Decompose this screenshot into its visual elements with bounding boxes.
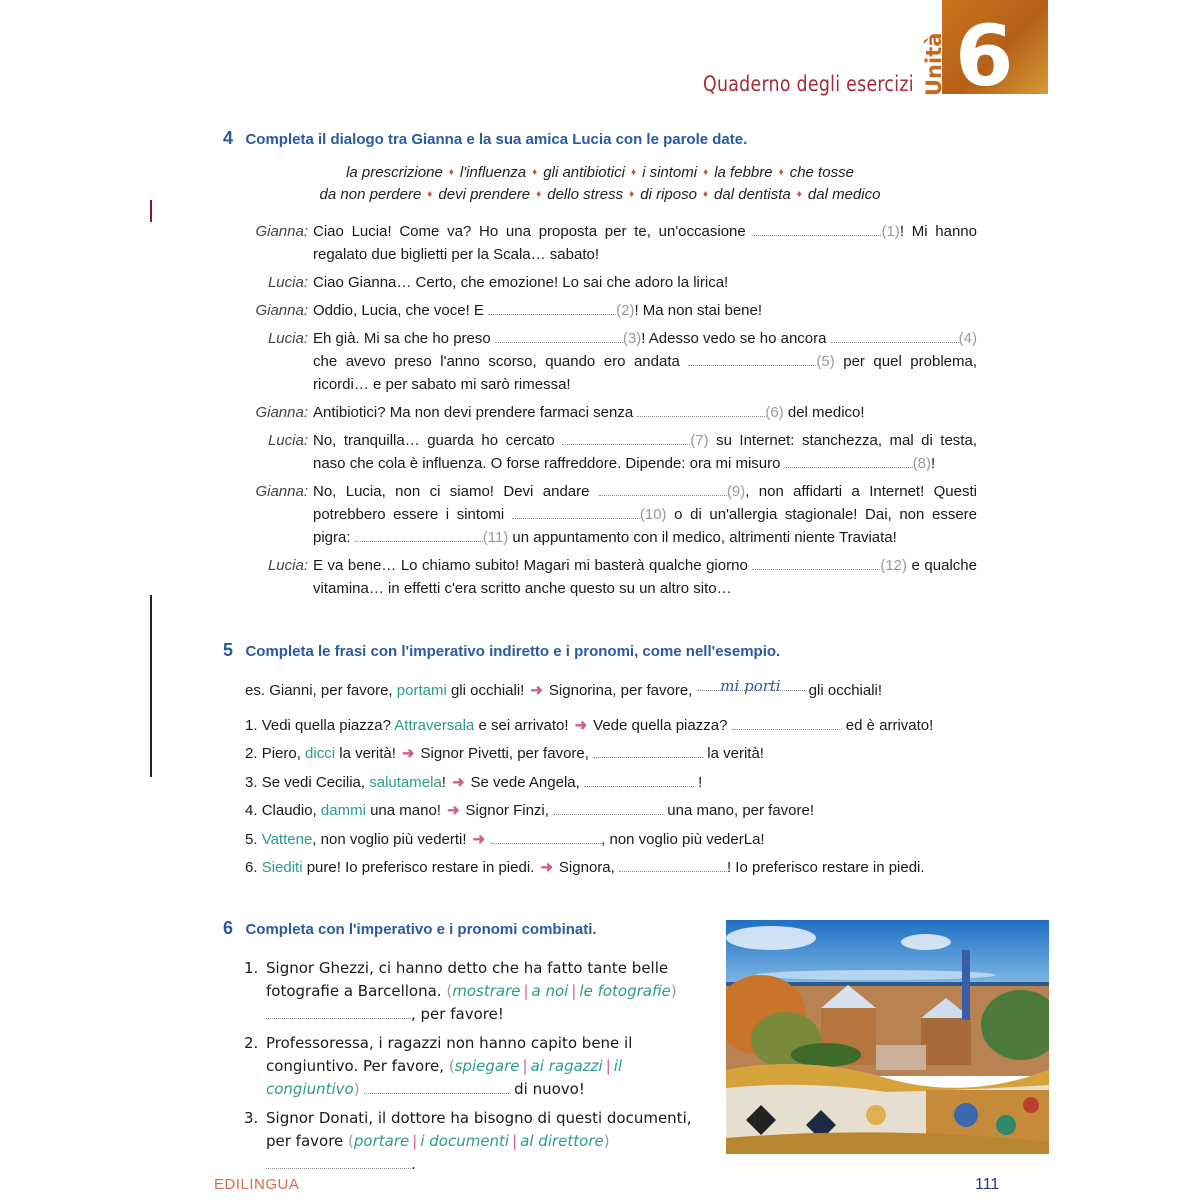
hint-word: a noi [531, 982, 569, 1000]
answer-blank[interactable] [785, 455, 913, 468]
imperative-verb: Vattene [261, 830, 313, 848]
answer-blank[interactable] [512, 506, 640, 519]
answer-blank[interactable] [266, 1006, 411, 1019]
imperative-verb: salutamela [369, 773, 442, 791]
paren: ) [603, 1132, 610, 1150]
answer-blank[interactable] [355, 529, 483, 542]
exercise-number: 6 [223, 918, 234, 938]
exercise-item: 5. Vattene, non voglio più vederti! ➜ , non voglio più vederLa! [245, 830, 765, 848]
item-number: 1. [245, 716, 262, 734]
word-bank-item: la prescrizione [346, 164, 443, 181]
separator-bar: | [522, 1057, 528, 1075]
paren: ) [353, 1080, 360, 1098]
item-text: Professoressa, i ragazzi non hanno capito bene il congiuntivo. Per favore, (spiegare | ai ragazzi | il congiuntivo) di nuovo! [266, 1034, 633, 1098]
word-bank-item: dello stress [547, 186, 624, 203]
answer-blank[interactable] [553, 802, 663, 815]
answer-blank[interactable] [266, 1156, 411, 1169]
separator-bar: | [512, 1132, 518, 1150]
imperative-verb: dammi [320, 802, 366, 819]
paren: ( [348, 1132, 354, 1150]
unit-number: 6 [955, 7, 1014, 105]
margin-mark [150, 200, 152, 222]
exercise-item [244, 1107, 704, 1176]
word-bank-item: dal medico [807, 186, 881, 203]
item-number: 6. [245, 859, 262, 876]
dialogue-line [240, 554, 977, 600]
example-label: es. [245, 682, 270, 699]
separator-bar: | [571, 982, 577, 1000]
answer-blank[interactable] [732, 717, 842, 730]
blank-number: (10) [639, 506, 667, 523]
separator-bar: | [605, 1057, 611, 1075]
item-number: 5. [245, 830, 262, 848]
item-text: Signor Donati, il dottore ha bisogno di questi documenti, per favore (portare | i documenti | al direttore) . [266, 1109, 692, 1173]
hint-word: i documenti [420, 1132, 510, 1150]
blank-number: (1) [881, 223, 900, 240]
answer-blank[interactable] [593, 745, 703, 758]
separator-bar: | [412, 1132, 418, 1150]
exercise-item [244, 1032, 704, 1101]
speaker-name: Gianna: [255, 483, 308, 500]
page-number: 111 [975, 1176, 1000, 1193]
hint-word: le fotografie [579, 982, 671, 1000]
speaker-name: Gianna: [255, 404, 308, 421]
unit-label: Unità [922, 32, 946, 96]
diamond-separator-icon: ♦ [448, 167, 454, 178]
hint-word: mostrare [452, 982, 521, 1000]
answer-blank[interactable] [688, 353, 816, 366]
answer-blank[interactable] [495, 330, 623, 343]
answer-blank[interactable] [637, 404, 765, 417]
exercise-item [244, 957, 704, 1026]
answer-blank[interactable] [562, 432, 690, 445]
dialogue-text: Oddio, Lucia, che voce! E (2)! Ma non stai bene! [313, 302, 763, 319]
exercise-item: 1. Vedi quella piazza? Attraversala e sei arrivato! ➜ Vede quella piazza? ed è arrivato! [245, 716, 934, 734]
word-bank-item: la febbre [714, 164, 773, 181]
word-bank-item: devi prendere [438, 186, 531, 203]
paren: ) [670, 982, 677, 1000]
hint-word: ai ragazzi [530, 1057, 603, 1075]
arrow-right-icon: ➜ [540, 859, 553, 876]
dialogue-text: Eh già. Mi sa che ho preso (3)! Adesso vedo se ho ancora (4) che avevo preso l'anno scorso, quando ero andata (5) per quel problema, ricordi… e per sabato mi sarò rimessa! [313, 330, 978, 393]
example-answer [697, 676, 805, 695]
blank-number: (5) [816, 353, 835, 370]
speaker-name: Lucia: [267, 274, 308, 291]
dialogue-line [240, 480, 977, 549]
imperative-verb: Attraversala [394, 716, 475, 734]
exercise-4-heading [223, 128, 747, 149]
blank-number: (6) [765, 404, 784, 421]
exercise-item: 2. Piero, dicci la verità! ➜ Signor Pivetti, per favore, la verità! [245, 745, 764, 762]
arrow-right-icon: ➜ [446, 802, 460, 819]
exercise-5-items [245, 676, 980, 883]
exercise-6-heading [223, 918, 597, 939]
item-number: 1. [244, 959, 259, 977]
item-number: 3. [245, 773, 262, 791]
imperative-verb: Siediti [261, 859, 303, 876]
separator-bar: | [523, 982, 529, 1000]
answer-blank[interactable] [619, 859, 727, 872]
answer-blank[interactable] [752, 557, 880, 570]
hint-word: portare [353, 1132, 410, 1150]
word-bank-item: di riposo [640, 186, 697, 203]
word-bank-row [230, 163, 970, 185]
speaker-name: Gianna: [255, 223, 308, 240]
dialogue-text: Ciao Lucia! Come va? Ho una proposta per te, un'occasione (1)! Mi hanno regalato due biglietti per la Scala… sabato! [313, 223, 977, 263]
word-bank-item: da non perdere [319, 186, 422, 203]
exercise-item: 4. Claudio, dammi una mano! ➜ Signor Finzi, una mano, per favore! [245, 802, 815, 819]
arrow-right-icon: ➜ [530, 682, 543, 699]
item-number: 3. [244, 1109, 259, 1127]
dialogue-line [240, 271, 977, 294]
exercise-item: 6. Siediti pure! Io preferisco restare in piedi. ➜ Signora, ! Io preferisco restare in piedi. [245, 859, 925, 876]
dialogue [240, 220, 977, 605]
exercise-instruction: Completa le frasi con l'imperativo indiretto e i pronomi, come nell'esempio. [245, 643, 781, 660]
diamond-separator-icon: ♦ [427, 189, 433, 200]
blank-number: (3) [622, 330, 642, 347]
answer-blank[interactable] [599, 483, 727, 496]
diamond-separator-icon: ♦ [796, 189, 802, 200]
item-number: 2. [245, 745, 262, 762]
park-guell-illustration [726, 920, 1049, 1154]
imperative-verb: dicci [305, 745, 336, 762]
arrow-right-icon: ➜ [472, 830, 486, 848]
exercise-number: 4 [223, 128, 234, 148]
speaker-name: Lucia: [267, 432, 308, 449]
answer-blank[interactable] [831, 330, 959, 343]
exercise-6-items [244, 957, 704, 1182]
dialogue-line [240, 327, 977, 396]
word-bank-row [230, 185, 970, 207]
dialogue-text: No, Lucia, non ci siamo! Devi andare (9), non affidarti a Internet! Questi potrebbero essere i sintomi (10) o di un'allergia stagionale! Dai, non essere pigra: (11) un appuntamento con il medico, altrimenti niente Traviata! [313, 483, 977, 546]
item-number: 4. [245, 802, 262, 819]
exercise-item: 3. Se vedi Cecilia, salutamela! ➜ Se vede Angela, ! [245, 773, 703, 791]
answer-blank[interactable] [491, 831, 601, 844]
dialogue-line [240, 401, 977, 424]
dialogue-text: Ciao Gianna… Certo, che emozione! Lo sai che adoro la lirica! [313, 274, 729, 291]
speaker-name: Gianna: [255, 302, 308, 319]
diamond-separator-icon: ♦ [536, 189, 542, 200]
diamond-separator-icon: ♦ [702, 189, 709, 200]
speaker-name: Lucia: [267, 557, 308, 574]
paren: ( [446, 982, 453, 1000]
word-bank-item: l'influenza [459, 164, 527, 181]
answer-blank[interactable] [488, 302, 616, 315]
word-bank [230, 163, 970, 207]
dialogue-text: E va bene… Lo chiamo subito! Magari mi basterà qualche giorno (12) e qualche vitamina… in effetti c'era scritto anche questo su un altro sito… [313, 557, 977, 597]
blank-number: (2) [616, 302, 635, 319]
diamond-separator-icon: ♦ [703, 167, 709, 178]
handwritten-answer: mi porti [720, 677, 781, 695]
workbook-title: Quaderno degli esercizi [703, 72, 914, 96]
speaker-name: Lucia: [267, 330, 308, 347]
dialogue-text: No, tranquilla… guarda ho cercato (7) su Internet: stanchezza, mal di testa, naso che cola è influenza. O forse raffreddore. Dipende: ora mi misuro (8)! [313, 432, 977, 472]
imperative-verb: portami [396, 682, 447, 699]
exercise-instruction: Completa con l'imperativo e i pronomi combinati. [245, 921, 597, 938]
word-bank-item: i sintomi [642, 164, 698, 181]
diamond-separator-icon: ♦ [629, 189, 635, 200]
diamond-separator-icon: ♦ [778, 167, 784, 178]
arrow-right-icon: ➜ [451, 773, 465, 791]
answer-blank[interactable] [584, 774, 694, 787]
blank-number: (11) [482, 529, 509, 546]
arrow-right-icon: ➜ [574, 716, 588, 734]
diamond-separator-icon: ♦ [532, 167, 538, 178]
blank-number: (7) [690, 432, 709, 449]
publisher-logo: EDILINGUA [214, 1176, 300, 1193]
blank-number: (4) [958, 330, 978, 347]
item-number: 2. [244, 1034, 259, 1052]
exercise-instruction: Completa il dialogo tra Gianna e la sua amica Lucia con le parole date. [245, 131, 748, 148]
dialogue-line [240, 429, 977, 475]
blank-number: (8) [912, 455, 931, 472]
exercise-number: 5 [223, 640, 234, 660]
blank-number: (9) [726, 483, 746, 500]
word-bank-item: che tosse [789, 164, 854, 181]
diamond-separator-icon: ♦ [630, 167, 637, 178]
answer-blank[interactable] [364, 1081, 509, 1094]
hint-word: al direttore [520, 1132, 604, 1150]
dialogue-text: Antibiotici? Ma non devi prendere farmaci senza (6) del medico! [313, 404, 865, 421]
arrow-right-icon: ➜ [401, 745, 415, 762]
hint-word: spiegare [454, 1057, 520, 1075]
unit-label-wrap [922, 32, 946, 156]
blank-number: (12) [880, 557, 908, 574]
paren: ( [448, 1057, 455, 1075]
example-row: es. Gianni, per favore, portami gli occhiali! ➜ Signorina, per favore, mi porti gli occhiali! [245, 677, 883, 699]
barcelona-photo [726, 920, 1049, 1154]
margin-mark [150, 595, 152, 777]
answer-blank[interactable] [753, 223, 881, 236]
exercise-5-heading [223, 640, 780, 661]
hint-word: il congiuntivo [266, 1057, 623, 1098]
word-bank-item: dal dentista [714, 186, 791, 203]
dialogue-line [240, 220, 977, 266]
dialogue-line [240, 299, 977, 322]
word-bank-item: gli antibiotici [543, 164, 625, 181]
item-text: Signor Ghezzi, ci hanno detto che ha fatto tante belle fotografie a Barcellona. (mostrare | a noi | le fotografie) , per favore! [266, 959, 677, 1023]
